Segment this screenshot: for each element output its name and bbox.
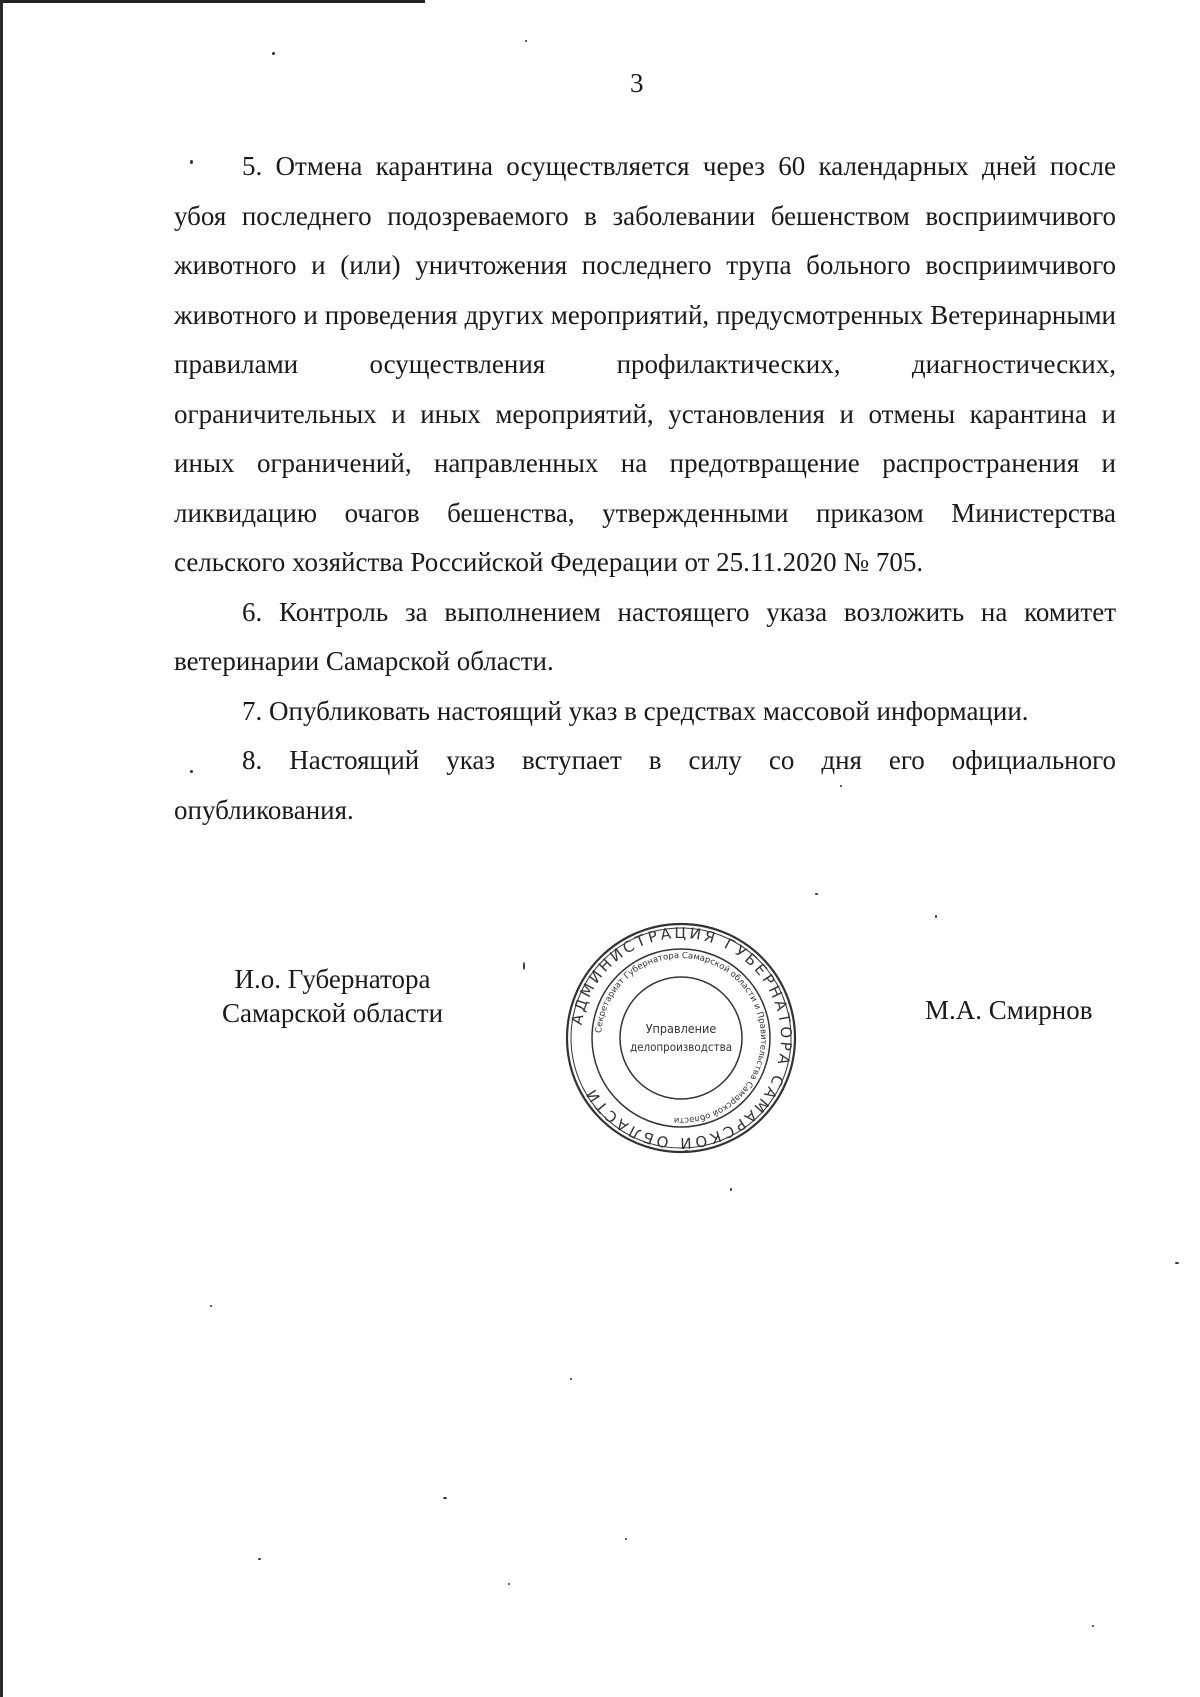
official-seal [563, 920, 799, 1156]
scan-speck [1092, 1625, 1094, 1627]
left-edge-line [0, 0, 3, 1697]
scan-speck [625, 1538, 627, 1540]
document-body [174, 142, 1116, 835]
seal-center-line2: делопроизводства [629, 1040, 733, 1054]
top-edge-line [0, 0, 425, 3]
scan-speck [272, 52, 275, 55]
scan-speck [210, 1305, 212, 1307]
scan-speck [523, 962, 525, 970]
signatory-title-line1: И.о. Губернатора [234, 964, 431, 994]
paragraph-5: 5. Отмена карантина осуществляется через 60 календарных дней после убоя последнего подозреваемого в заболевании бешенством восприимчивого животного и (или) уничтожения последнего трупа больного восприимчивого животного и проведения других мероприятий, предусмотренных Ветеринарными правилами осуществления профилактических, диагностических, ограничительных и иных мероприятий, установления и отмены карантина и иных ограничений, направленных на предотвращение распространения и ликвидацию очагов бешенства, утвержденными приказом Министерства сельского хозяйства Российской Федерации от 25.11.2020 № 705. [174, 151, 1116, 577]
seal-inner-circle [620, 977, 742, 1099]
signatory-name: М.А. Смирнов [925, 995, 1093, 1025]
paragraph-8: 8. Настоящий указ вступает в силу со дня его официального опубликования. [174, 745, 1116, 825]
page-number: 3 [630, 68, 644, 98]
seal-inner-text: Секретариат Губернатора Самарской области и Правительства Самарской области [594, 950, 769, 1126]
seal-center-line1: Управление [645, 1021, 717, 1036]
scan-speck [190, 770, 193, 773]
seal-middle-circle [592, 949, 770, 1127]
scan-speck [258, 1558, 261, 1560]
scan-speck [508, 1583, 510, 1585]
scan-speck [935, 915, 937, 918]
signatory-title [210, 962, 455, 1030]
scan-speck [525, 40, 527, 42]
seal-outer-text: АДМИНИСТРАЦИЯ ГУБЕРНАТОРА САМАРСКОЙ ОБЛАСТИ [567, 923, 796, 1153]
scan-speck [443, 1497, 447, 1499]
paragraph-7: 7. Опубликовать настоящий указ в средствах массовой информации. [242, 695, 1029, 726]
scan-speck [570, 1378, 572, 1380]
scan-speck [815, 893, 818, 895]
signatory-title-line2: Самарской области [221, 998, 444, 1028]
scan-speck [840, 785, 842, 787]
paragraph-6: 6. Контроль за выполнением настоящего указа возложить на комитет ветеринарии Самарской области. [174, 596, 1116, 676]
scan-speck [730, 1188, 732, 1191]
scan-speck [190, 160, 193, 164]
scan-speck [1175, 1262, 1179, 1264]
